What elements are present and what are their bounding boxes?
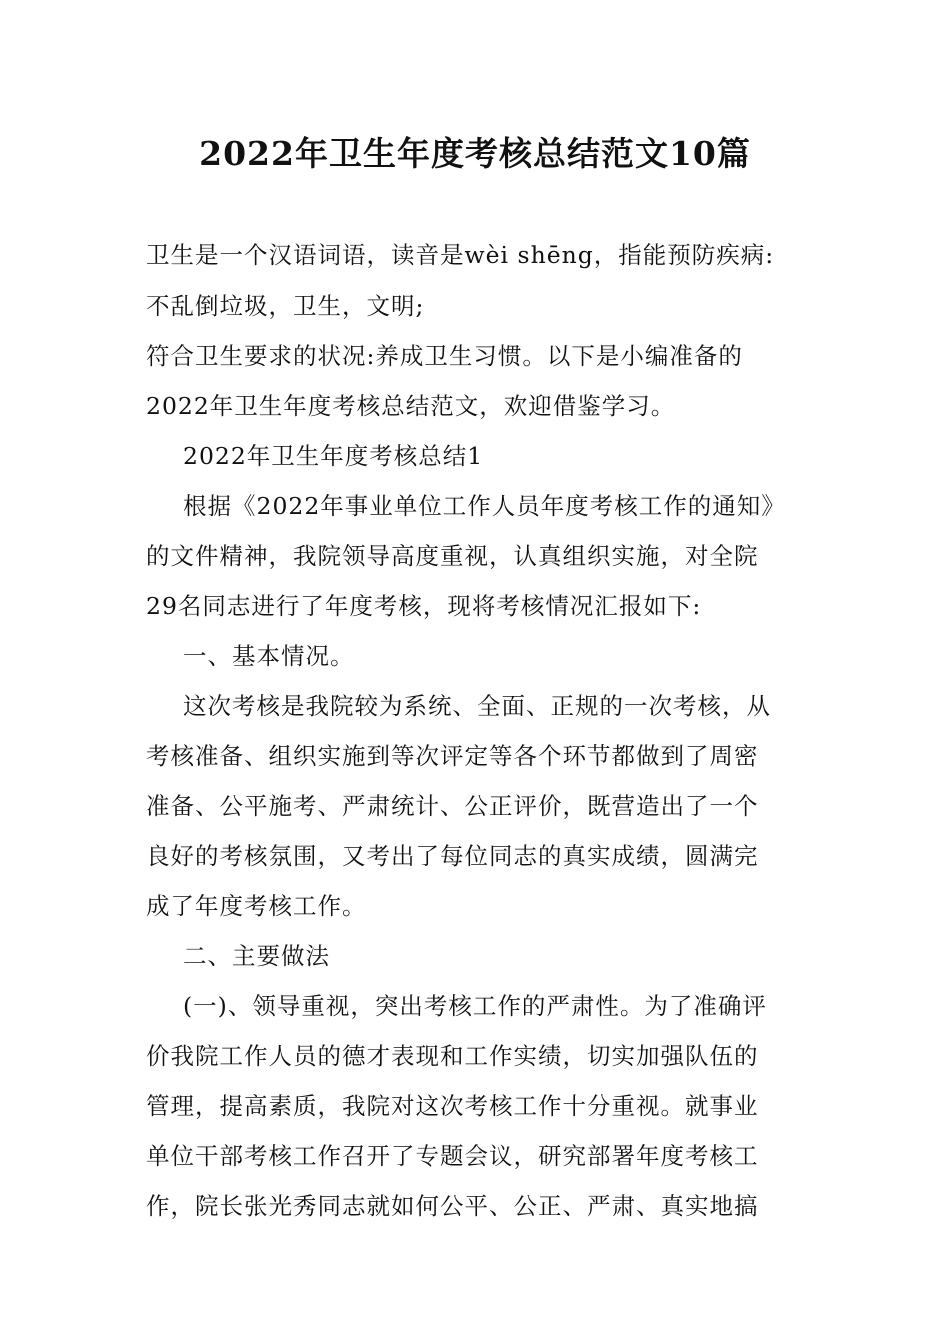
paragraph-line: 成了年度考核工作。: [146, 892, 367, 920]
paragraph-line: 管理，提高素质，我院对这次考核工作十分重视。就事业: [146, 1092, 759, 1120]
paragraph-line: 29名同志进行了年度考核，现将考核情况汇报如下:: [146, 592, 702, 620]
section-heading: 二、主要做法: [183, 942, 330, 970]
paragraph-line: 根据《2022年事业单位工作人员年度考核工作的通知》: [183, 492, 786, 520]
paragraph-line: 符合卫生要求的状况:养成卫生习惯。以下是小编准备的: [146, 342, 743, 370]
section-heading: 2022年卫生年度考核总结1: [183, 442, 484, 470]
paragraph-line: 这次考核是我院较为系统、全面、正规的一次考核，从: [183, 692, 771, 720]
paragraph-line: 卫生是一个汉语词语，读音是wèi shēng，指能预防疾病:: [146, 241, 775, 269]
paragraph-line: 作，院长张光秀同志就如何公平、公正、严肃、真实地搞: [146, 1192, 759, 1220]
paragraph-line: 价我院工作人员的德才表现和工作实绩，切实加强队伍的: [146, 1042, 759, 1070]
paragraph-line: 良好的考核氛围，又考出了每位同志的真实成绩，圆满完: [146, 842, 759, 870]
paragraph-line: 2022年卫生年度考核总结范文，欢迎借鉴学习。: [146, 392, 676, 420]
paragraph-line: 考核准备、组织实施到等次评定等各个环节都做到了周密: [146, 742, 759, 770]
section-heading: 一、基本情况。: [183, 642, 355, 670]
paragraph-line: 不乱倒垃圾，卫生，文明;: [146, 292, 425, 320]
paragraph-line: 的文件精神，我院领导高度重视，认真组织实施，对全院: [146, 542, 759, 570]
document-title: 2022年卫生年度考核总结范文10篇: [199, 134, 751, 173]
paragraph-line: 准备、公平施考、严肃统计、公正评价，既营造出了一个: [146, 792, 759, 820]
paragraph-line: (一)、领导重视，突出考核工作的严肃性。为了准确评: [183, 992, 767, 1020]
paragraph-line: 单位干部考核工作召开了专题会议，研究部署年度考核工: [146, 1142, 759, 1170]
